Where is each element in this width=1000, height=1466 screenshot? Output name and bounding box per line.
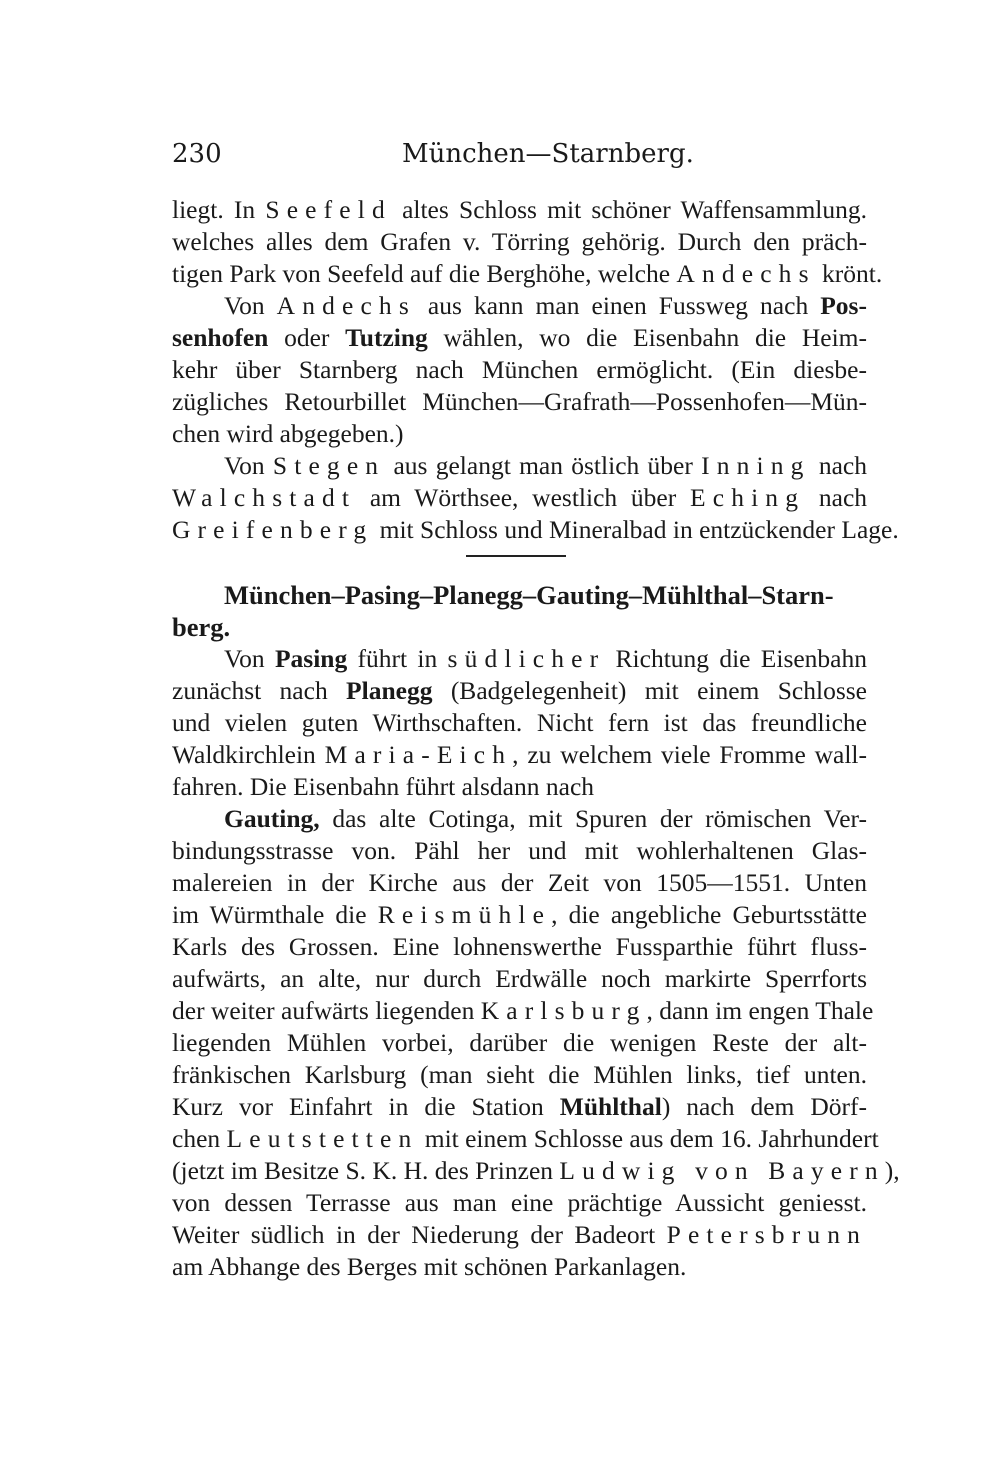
text-line: zügliches Retourbillet München—Grafrath—Possenhofen—Mün- (172, 387, 867, 416)
bold-place-name: Tutzing (345, 323, 428, 352)
text-line: liegt. In Seefeld altes Schloss mit schöner Waffensammlung. (172, 195, 867, 224)
page-header (172, 136, 867, 172)
place-name: Leutstetten (226, 1124, 419, 1153)
place-name: Greifenberg (172, 515, 374, 544)
text-line: Kurz vor Einfahrt in die Station Mühlthal) nach dem Dörf- (172, 1092, 867, 1121)
page-number: 230 (172, 139, 222, 169)
place-name: Andechs (276, 291, 416, 320)
text-line: senhofen oder Tutzing wählen, wo die Eisenbahn die Heim- (172, 323, 867, 352)
place-name: Reismühle (377, 900, 552, 929)
place-name: Karlsburg (480, 996, 647, 1025)
place-name: Eching (690, 483, 806, 512)
text-line: Von Pasing führt in südlicher Richtung die Eisenbahn (224, 644, 868, 673)
text-line: Walchstadt am Wörthsee, westlich über Eching nach (172, 483, 868, 512)
text-line: kehr über Starnberg nach München ermöglicht. (Ein diesbe- (172, 355, 867, 384)
place-name: Petersbrunn (666, 1220, 867, 1249)
section-heading: München–Pasing–Planegg–Gauting–Mühlthal–Starn- (224, 580, 834, 610)
text-line: bindungsstrasse von. Pähl her und mit wohlerhaltenen Glas- (172, 836, 867, 865)
text-line: liegenden Mühlen vorbei, darüber die wenigen Reste der alt- (172, 1028, 867, 1057)
text-line: Weiter südlich in der Niederung der Badeort Petersbrunn (172, 1220, 867, 1249)
place-name: Walchstadt (172, 483, 357, 512)
place-name: Inning (701, 451, 811, 480)
place-name: Andechs (676, 259, 816, 288)
text-line: Gauting, das alte Cotinga, mit Spuren der römischen Ver- (224, 804, 867, 833)
text-line: Karls des Grossen. Eine lohnenswerthe Fussparthie führt fluss- (172, 932, 867, 961)
text-line: Waldkirchlein Maria-Eich, zu welchem viele Fromme wall- (172, 740, 868, 769)
bold-place-name: Pasing (274, 644, 348, 673)
text-line: Greifenberg mit Schloss und Mineralbad in entzückender Lage. (172, 515, 899, 544)
text-line: der weiter aufwärts liegenden Karlsburg, dann im engen Thale (172, 996, 874, 1025)
text-line: und vielen guten Wirthschaften. Nicht fern ist das freundliche (172, 708, 867, 737)
text-line: fränkischen Karlsburg (man sieht die Mühlen links, tief unten. (172, 1060, 867, 1089)
bold-place-name: senhofen (172, 323, 269, 352)
text-line: Von Stegen aus gelangt man östlich über Inning nach (224, 451, 867, 480)
text-line: malereien in der Kirche aus der Zeit von 1505—1551. Unten (172, 868, 867, 897)
text-line: tigen Park von Seefeld auf die Berghöhe, welche Andechs krönt. (172, 259, 883, 288)
spaced-word: südlicher (447, 644, 606, 673)
text-line: welches alles dem Grafen v. Törring gehörig. Durch den präch- (172, 227, 867, 256)
bold-place-name: Gauting, (224, 804, 320, 833)
section-heading-continued: berg. (172, 612, 231, 642)
text-line: aufwärts, an alte, nur durch Erdwälle noch markirte Sperrforts (172, 964, 867, 993)
section-divider (466, 555, 566, 557)
text-line: fahren. Die Eisenbahn führt alsdann nach (172, 772, 595, 801)
text-line: chen wird abgegeben.) (172, 419, 404, 448)
bold-place-name: Mühlthal (559, 1092, 662, 1121)
running-title: München—Starnberg. (402, 139, 694, 169)
place-name: Stegen (272, 451, 386, 480)
text-line: (jetzt im Besitze S. K. H. des Prinzen Ludwig von Bayern), (172, 1156, 900, 1185)
place-name: Maria-Eich (324, 740, 513, 769)
text-line: Von Andechs aus kann man einen Fussweg nach Pos- (224, 291, 867, 320)
text-line: zunächst nach Planegg (Badgelegenheit) mit einem Schlosse (172, 676, 867, 705)
text-line: im Würmthale die Reismühle, die angebliche Geburtsstätte (172, 900, 867, 929)
place-name: Seefeld (265, 195, 392, 224)
person-name: Ludwig von Bayern (559, 1156, 885, 1185)
text-line: von dessen Terrasse aus man eine prächtige Aussicht geniesst. (172, 1188, 867, 1217)
bold-place-name: Pos- (820, 291, 867, 320)
text-line: chen Leutstetten mit einem Schlosse aus dem 16. Jahrhundert (172, 1124, 879, 1153)
bold-place-name: Planegg (346, 676, 433, 705)
text-line: am Abhange des Berges mit schönen Parkanlagen. (172, 1252, 687, 1281)
